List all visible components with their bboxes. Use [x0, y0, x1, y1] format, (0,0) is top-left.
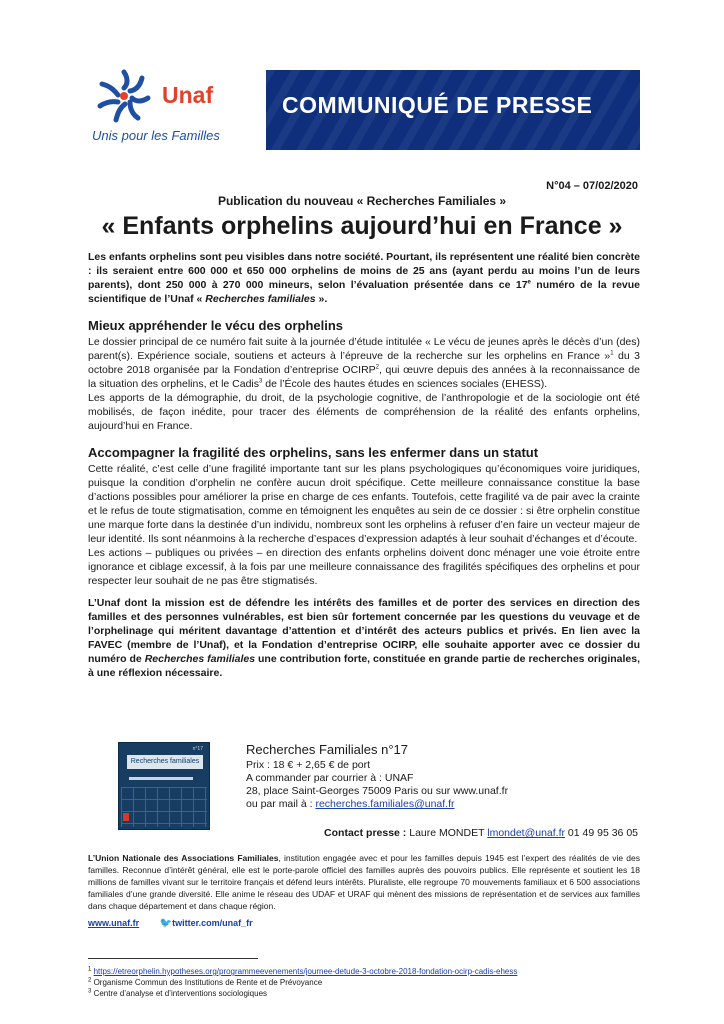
- section1-paragraph-1: Le dossier principal de ce numéro fait suite à la journée d’étude intitulée « Le vécu de jeunes après le décès d’un (des) parent(s). Expérience sociale, soutiens et acteurs à l’épreuve de la recherche sur les orphelins en France »$^1$ du 3 octobre 2018 organisée par la Fondation d’entreprise OCIRP$^2$, qui œuvre depuis des années à la reconnaissance de la situation des orphelins, et le Cadis$^3$ de l’École des hautes études en sciences sociales (EHESS).: [88, 336, 640, 390]
- press-contact: Contact presse : Laure MONDET lmondet@unaf.fr 01 49 95 36 05: [324, 827, 638, 839]
- cover-pattern: [121, 787, 207, 827]
- website-link[interactable]: www.unaf.fr: [88, 918, 140, 928]
- footnote-2: $^2$ Organisme Commun des Institutions de Rente et de Prévoyance: [88, 977, 323, 987]
- twitter-bird-icon: 🐦: [159, 918, 173, 929]
- footnotes: [88, 966, 640, 999]
- publication-order: A commander par courrier à : UNAF: [246, 772, 414, 784]
- unaf-star-icon: [92, 64, 156, 128]
- section2-paragraph-1: Cette réalité, c’est celle d’une fragilité importante tant sur les plans psychologiques qu’économiques voire juridiques, puisque la condition d’orphelin ne confère aucun droit spécifique. Cette meilleure connaissance constitue la base d’actions possibles pour améliorer la prise en charge de ces enfants. Toutefois, cette fragilité va de pair avec la crainte et le refus de toute stigmatisation, comme en témoignent les enquêtes au sein de ce dossier : si être orphelin constitue une marque forte dans la destinée d’un individu, nombreux sont les orphelins à refuser d’en faire un vecteur majeur de leur identité. Ils sont néanmoins à la recherche d’espaces d’expression adaptés à leur souhait d’échanges et d’écoute.: [88, 463, 640, 545]
- footnote-3: $^3$ Centre d’analyse et d’interventions sociologiques: [88, 988, 268, 998]
- intro-paragraph: Les enfants orphelins sont peu visibles dans notre société. Pourtant, ils représentent une réalité bien concrète : ils seraient entre 600 000 et 650 000 orphelins de moins de 25 ans (ayant perdu au moins l’un de leurs parents), dont 250 000 à 270 000 mineurs, selon l’évaluation présentée dans ce 17e numéro de la revue scientifique de l’Unaf « Recherches familiales ».: [88, 251, 640, 305]
- cover-rule: [129, 777, 193, 780]
- footnote-divider: [88, 958, 258, 959]
- footnote-1: $^1$ https://etreorphelin.hypotheses.org/programmeevenements/journee-detude-3-octobre-2018-fondation-ocirp-cadis-ehess: [88, 966, 518, 976]
- banner-title: COMMUNIQUÉ DE PRESSE: [282, 92, 593, 118]
- twitter-link[interactable]: 🐦twitter.com/unaf_fr: [159, 918, 253, 929]
- publication-address: 28, place Saint-Georges 75009 Paris ou sur www.unaf.fr: [246, 785, 509, 797]
- logo-wordmark: Unaf: [162, 82, 214, 108]
- section-heading-fragilite: Accompagner la fragilité des orphelins, sans les enfermer dans un statut: [88, 445, 539, 460]
- cover-accent: [123, 813, 129, 821]
- section2-paragraph-2: Les actions – publiques ou privées – en direction des enfants orphelins doivent donc ménager une voie étroite entre ignorance et ciblage excessif, à la fois par une meilleure connaissance des fragilités spécifiques des orphelins et pour respecter leur souhait de ne pas être stigmatisés.: [88, 547, 640, 587]
- main-content: [88, 250, 640, 680]
- cover-title: Recherches familiales: [127, 755, 203, 769]
- journal-cover-image[interactable]: [118, 742, 210, 830]
- publication-info: [246, 742, 636, 811]
- section1-paragraph-2: Les apports de la démographie, du droit, de la psychologie cognitive, de l’anthropologie et de la sociologie ont été mobilisés, de façon inédite, pour tracer des éléments de compréhension de la réalité des enfants orphelins, aujourd’hui en France.: [88, 392, 640, 432]
- footnote-1-link[interactable]: https://etreorphelin.hypotheses.org/programmeevenements/journee-detude-3-octobre-2018-fondation-ocirp-cadis-ehess: [93, 967, 518, 976]
- press-header: [88, 62, 640, 152]
- publication-title: Recherches Familiales n°17: [246, 742, 408, 757]
- document-subtitle: Publication du nouveau « Recherches Familiales »: [217, 194, 507, 208]
- cover-issue: n°17: [192, 746, 203, 752]
- about-unaf: L’Union Nationale des Associations Familiales, institution engagée avec et pour les familles depuis 1945 est l’expert des réalités de vie des familles. Reconnue d’intérêt général, elle est le porte-parole officiel des familles auprès des pouvoirs publics. Elle représente et soutient les 18 millions de familles vivant sur le territoire français et défend leurs intérêts. Pluraliste, elle regroupe 70 mouvements familiaux et 6 500 associations familiales d’une grande diversité. Elle anime le réseau des UDAF et URAF qui mènent des missions de représentation et de services aux familles dans chaque département et dans chaque région.: [88, 853, 640, 911]
- issue-number: N°04 – 07/02/2020: [546, 180, 638, 192]
- document-title: « Enfants orphelins aujourd’hui en France »: [101, 212, 623, 240]
- contact-email-link[interactable]: lmondet@unaf.fr: [487, 827, 566, 839]
- logo-tagline: Unis pour les Familles: [92, 128, 220, 143]
- unaf-logo[interactable]: [88, 62, 266, 152]
- section-heading-vecu: Mieux appréhender le vécu des orphelins: [88, 318, 344, 333]
- publication-price: Prix : 18 € + 2,65 € de port: [246, 759, 371, 771]
- press-banner: [266, 70, 640, 150]
- publication-mail-line: ou par mail à : recherches.familiales@unaf.fr: [246, 798, 455, 810]
- publication-mail-link[interactable]: recherches.familiales@unaf.fr: [315, 798, 455, 810]
- social-links: [88, 918, 253, 929]
- closing-paragraph: L’Unaf dont la mission est de défendre les intérêts des familles et de porter des services en direction des familles et des personnes vulnérables, est bien sûr fortement concernée par les questions du veuvage et de l’orphelinage qui méritent davantage d’attention et d’intérêt des acteurs publics et privés. En lien avec la FAVEC (membre de l’Unaf), et la Fondation d’entreprise OCIRP, elle souhaite apporter avec ce dossier du numéro de Recherches familiales une contribution forte, constituée en grande partie de recherches originales, à une réflexion nécessaire.: [88, 597, 640, 679]
